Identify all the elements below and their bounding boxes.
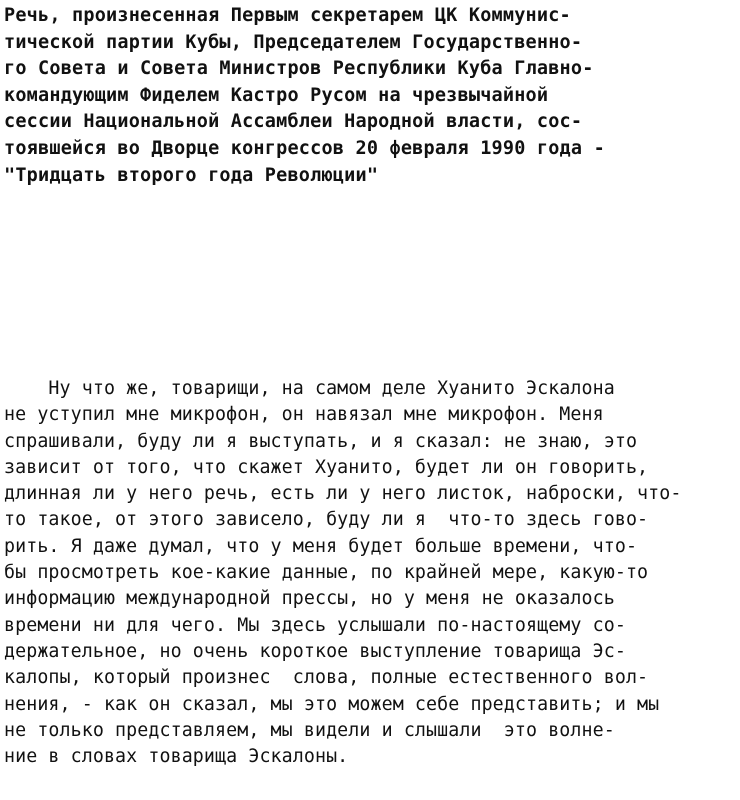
heading-line: тической партии Кубы, Председателем Государственно-	[4, 31, 583, 53]
paragraph-line: спрашивали, буду ли я выступать, и я сказал: не знаю, это	[4, 430, 638, 452]
paragraph-line: длинная ли у него речь, есть ли у него листок, наброски, что-	[4, 483, 682, 505]
paragraph-line: информацию международной прессы, но у меня не оказалось	[4, 588, 615, 610]
paragraph-line: времени ни для чего. Мы здесь услышали по-настоящему со-	[4, 614, 626, 636]
heading-line: командующим Фиделем Кастро Русом на чрезвычайной	[4, 84, 549, 106]
paragraph-line: не уступил мне микрофон, он навязал мне микрофон. Меня	[4, 404, 604, 426]
paragraph-line: калопы, который произнес слова, полные естественного вол-	[4, 667, 649, 689]
paragraph-line: рить. Я даже думал, что у меня будет больше времени, что-	[4, 535, 638, 557]
heading-line: "Тридцать второго года Революции"	[4, 164, 379, 186]
speech-paragraph	[4, 376, 736, 770]
heading-line: Речь, произнесенная Первым секретарем ЦК Коммунис-	[4, 5, 571, 26]
paragraph-line: зависит от того, что скажет Хуанито, будет ли он говорить,	[4, 456, 649, 478]
paragraph-line: держательное, но очень короткое выступление товарища Эс-	[4, 640, 626, 662]
paragraph-line: бы просмотреть кое-какие данные, по крайней мере, какую-то	[4, 562, 649, 584]
paragraph-line: ние в словах товарища Эскалоны.	[4, 746, 349, 768]
heading-line: сессии Национальной Ассамблеи Народной власти, сос-	[4, 111, 583, 133]
heading-line: го Совета и Совета Министров Республики Куба Главно-	[4, 58, 594, 80]
paragraph-line: нения, - как он сказал, мы это можем себе представить; и мы	[4, 693, 660, 715]
paragraph-line: не только представляем, мы видели и слышали это волне-	[4, 719, 615, 741]
document-heading	[4, 3, 736, 189]
heading-line: тоявшейся во Дворце конгрессов 20 февраля 1990 года -	[4, 137, 605, 159]
paragraph-line: то такое, от этого зависело, буду ли я что-то здесь гово-	[4, 509, 649, 531]
paragraph-line: Ну что же, товарищи, на самом деле Хуанито Эскалона	[4, 378, 615, 399]
